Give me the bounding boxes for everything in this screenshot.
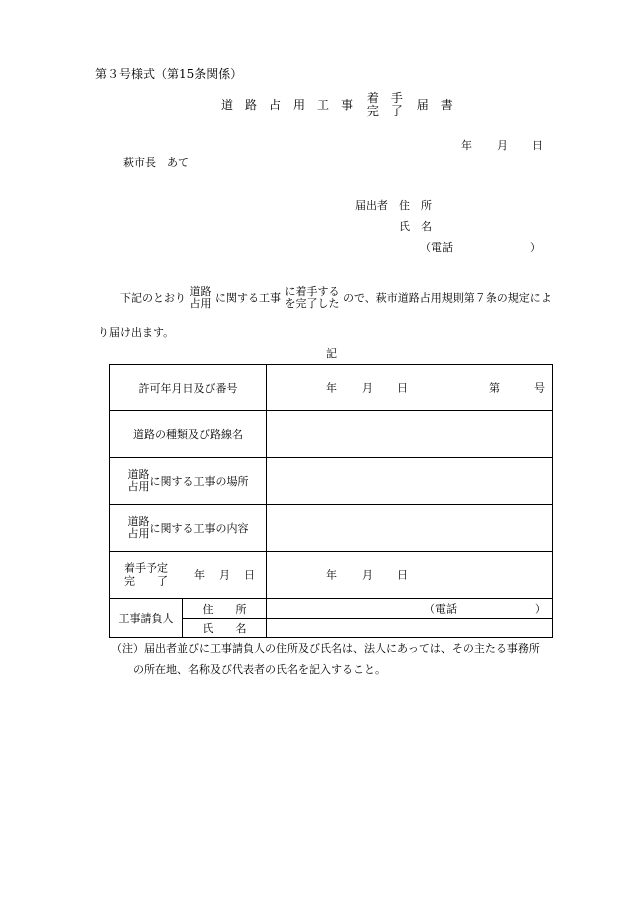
- table-row-work-location: [110, 458, 553, 505]
- work-location-label: [110, 458, 267, 505]
- form-number: 第３号様式（第15条関係）: [95, 67, 243, 81]
- contractor-address-label: 住 所: [183, 599, 267, 619]
- contractor-name-label: 氏 名: [183, 619, 267, 638]
- permit-value: [267, 365, 553, 411]
- body-stack-occupancy: 占用: [189, 297, 212, 311]
- body-alt-stack: [285, 286, 340, 310]
- note-line2: の所在地、名称及び代表者の氏名を記入すること。: [133, 663, 386, 676]
- ki-heading: 記: [326, 347, 337, 360]
- work-content-stack-occupancy: 占用: [127, 527, 150, 540]
- schedule-label-year: 年: [194, 568, 205, 582]
- body-text-b: に関する工事: [215, 291, 281, 305]
- title-alt-complete: 完 了: [366, 104, 403, 119]
- schedule-month: 月: [362, 568, 373, 582]
- schedule-complete-label: 完 了: [124, 574, 168, 587]
- permit-go: 号: [534, 381, 545, 394]
- table-row-work-content: [110, 505, 553, 552]
- note-line1: （注）届出者並びに工事請負人の住所及び氏名は、法人にあっては、その主たる事務所: [111, 642, 540, 655]
- schedule-value: [267, 552, 553, 599]
- permit-label: 許可年月日及び番号: [110, 365, 267, 411]
- permit-dai: 第: [489, 381, 500, 394]
- title-suffix: 届 書: [416, 98, 453, 113]
- body-text-c: ので、萩市道路占用規則第７条の規定によ: [343, 291, 552, 305]
- permit-year: 年: [326, 381, 337, 394]
- schedule-label-month: 月: [219, 568, 230, 582]
- addressee: 萩市長 あて: [123, 156, 189, 169]
- table-row-schedule: [110, 552, 553, 599]
- table-row-permit: [110, 365, 553, 411]
- contractor-label: 工事請負人: [110, 599, 183, 638]
- schedule-year: 年: [326, 568, 337, 582]
- road-type-label: 道路の種類及び路線名: [110, 411, 267, 458]
- contractor-phone-open: （電話: [424, 602, 457, 615]
- schedule-label: [110, 552, 267, 599]
- work-location-stack: [128, 469, 150, 493]
- work-content-text: に関する工事の内容: [149, 522, 249, 535]
- title-alt-start: 着 手: [366, 91, 403, 105]
- schedule-start-label: 着手予定: [124, 561, 168, 575]
- date-year: 年: [461, 139, 472, 152]
- body-stack-road: 道路: [189, 285, 212, 298]
- contractor-address-value: [267, 599, 553, 619]
- road-type-value: [267, 411, 553, 458]
- applicant-name-label: 氏 名: [399, 220, 432, 233]
- work-content-label: [110, 505, 267, 552]
- work-location-value: [267, 458, 553, 505]
- work-location-text: に関する工事の場所: [149, 475, 249, 488]
- schedule-stack: [124, 562, 168, 587]
- applicant-label: 届出者: [355, 199, 388, 212]
- contractor-phone-close: ）: [535, 602, 546, 615]
- body-paragraph-line1: [120, 286, 552, 310]
- body-alt-complete: を完了した: [284, 297, 340, 311]
- table-row-contractor-address: [110, 599, 553, 619]
- schedule-day: 日: [397, 568, 408, 582]
- permit-month: 月: [362, 381, 373, 394]
- body-paragraph-line2: り届け出ます。: [98, 326, 175, 339]
- contractor-name-value: [267, 619, 553, 638]
- applicant-phone-close: ）: [530, 241, 541, 254]
- permit-day: 日: [397, 381, 408, 394]
- title-prefix: 道 路 占 用 工 事: [221, 98, 354, 113]
- work-location-stack-occupancy: 占用: [127, 480, 150, 493]
- document-title: [221, 92, 453, 118]
- work-content-value: [267, 505, 553, 552]
- applicant-phone-open: （電話: [420, 241, 453, 254]
- work-content-stack-road: 道路: [127, 514, 150, 528]
- work-location-stack-road: 道路: [127, 467, 150, 481]
- title-alternatives: [367, 92, 403, 118]
- date-month: 月: [497, 139, 508, 152]
- applicant-address-label: 住 所: [399, 199, 432, 212]
- details-table: [109, 364, 553, 638]
- body-road-stack: [190, 286, 212, 310]
- body-alt-start: に着手する: [284, 285, 340, 298]
- work-content-stack: [128, 516, 150, 540]
- date-day: 日: [532, 139, 543, 152]
- table-row-road-type: [110, 411, 553, 458]
- schedule-label-day: 日: [244, 568, 255, 582]
- body-text-a: 下記のとおり: [120, 291, 186, 305]
